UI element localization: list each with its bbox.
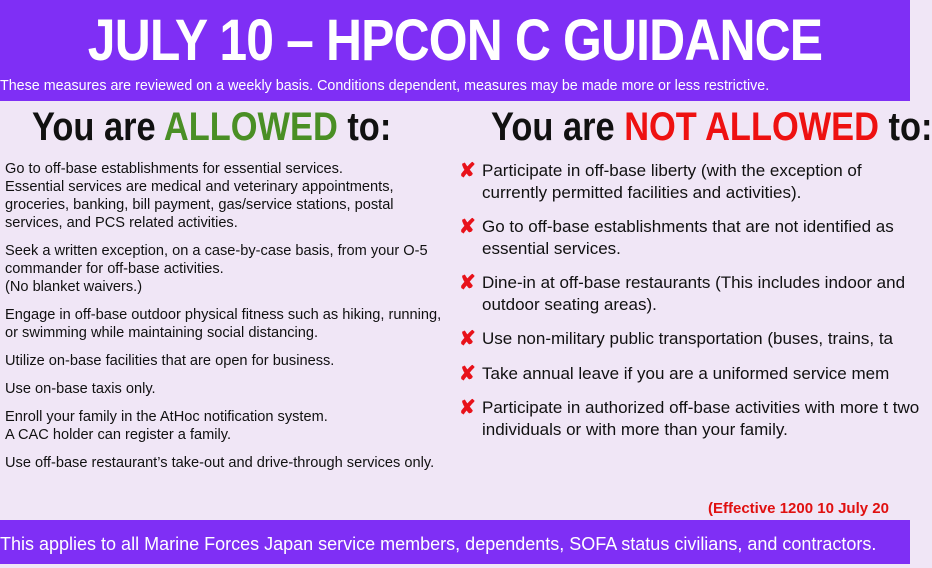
not-allowed-heading-suffix: to:	[878, 105, 932, 149]
footer-text: This applies to all Marine Forces Japan service members, dependents, SOFA status civilians, and contractors.	[0, 534, 877, 554]
x-mark-icon: ✘	[459, 328, 476, 350]
allowed-heading-suffix: to:	[337, 105, 392, 149]
not-allowed-heading	[491, 104, 932, 150]
not-allowed-heading-keyword: NOT ALLOWED	[624, 105, 879, 149]
not-allowed-item-text: Participate in authorized off-base activities with more t two individuals or with more than your family.	[482, 398, 920, 439]
not-allowed-item-text: Go to off-base establishments that are not identified as essential services.	[482, 217, 894, 258]
not-allowed-item	[459, 397, 929, 440]
allowed-list	[5, 160, 455, 482]
not-allowed-item-text: Participate in off-base liberty (with the exception of currently permitted facilities and activities).	[482, 161, 862, 202]
not-allowed-item-text: Dine-in at off-base restaurants (This includes indoor and outdoor seating areas).	[482, 273, 906, 314]
allowed-heading	[32, 104, 391, 150]
allowed-item: Use on-base taxis only.	[5, 381, 156, 397]
x-mark-icon: ✘	[459, 397, 476, 419]
not-allowed-item	[459, 363, 929, 385]
not-allowed-item-text: Use non-military public transportation (buses, trains, ta	[482, 329, 894, 348]
not-allowed-list	[459, 160, 929, 453]
not-allowed-item	[459, 160, 929, 203]
allowed-item: Seek a written exception, on a case-by-case basis, from your O-5 commander for off-base activities. (No blanket waivers.)	[5, 243, 428, 295]
not-allowed-item	[459, 328, 929, 350]
allowed-item: Use off-base restaurant’s take-out and drive-through services only.	[5, 455, 435, 471]
allowed-item: Go to off-base establishments for essential services. Essential services are medical and veterinary appointments, groceries, banking, bill payment, gas/service stations, postal services, and PCS related activities.	[5, 161, 394, 231]
x-mark-icon: ✘	[459, 272, 476, 294]
allowed-item: Enroll your family in the AtHoc notification system. A CAC holder can register a family.	[5, 409, 328, 443]
effective-date: (Effective 1200 10 July 20	[708, 500, 889, 517]
page-title: JULY 10 – HPCON C GUIDANCE	[87, 8, 823, 73]
allowed-heading-prefix: You are	[32, 105, 164, 149]
allowed-item: Engage in off-base outdoor physical fitness such as hiking, running, or swimming while maintaining social distancing.	[5, 307, 442, 341]
allowed-heading-keyword: ALLOWED	[163, 105, 338, 149]
not-allowed-item-text: Take annual leave if you are a uniformed service mem	[482, 363, 890, 383]
x-mark-icon: ✘	[459, 362, 476, 385]
page-subtitle: These measures are reviewed on a weekly basis. Conditions dependent, measures may be made more or less restrictive.	[0, 78, 770, 94]
allowed-item: Utilize on-base facilities that are open for business.	[5, 353, 335, 369]
not-allowed-item	[459, 272, 929, 315]
x-mark-icon: ✘	[459, 160, 476, 182]
not-allowed-item	[459, 216, 929, 259]
not-allowed-heading-prefix: You are	[491, 105, 625, 149]
x-mark-icon: ✘	[459, 216, 476, 238]
